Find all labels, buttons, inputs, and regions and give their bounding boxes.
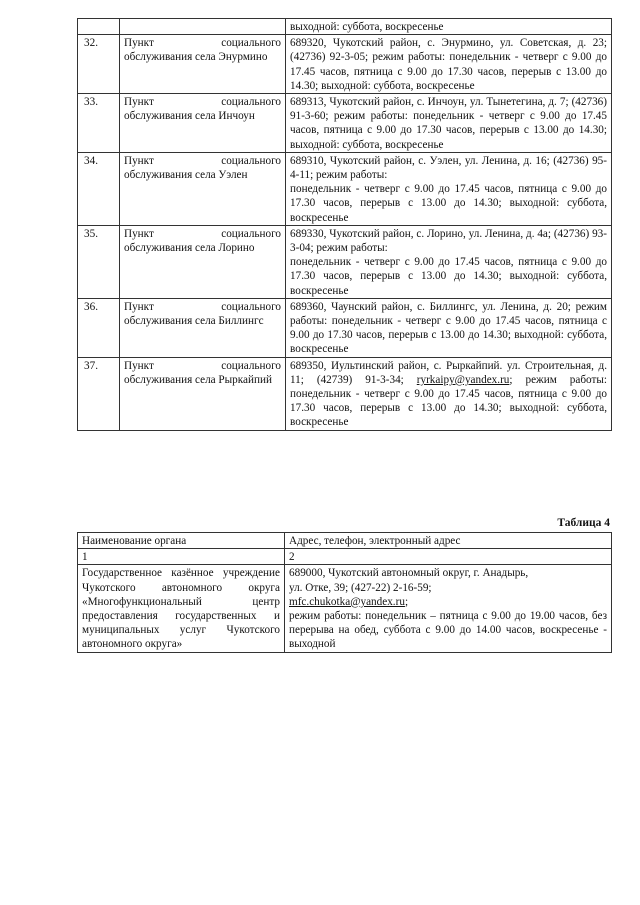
address-line-2: ул. Отке, 39; (427-22) 2-16-59;	[289, 581, 432, 594]
table-4-title: Таблица 4	[557, 517, 610, 529]
row-number: 33.	[78, 94, 120, 153]
table-row	[78, 35, 612, 94]
table-row	[78, 298, 612, 357]
email-link[interactable]: mfc.chukotka@yandex.ru	[289, 595, 405, 608]
column-numbers-row	[78, 549, 612, 565]
header-address: Адрес, телефон, электронный адрес	[285, 533, 612, 549]
institution-address: 689320, Чукотский район, с. Энурмино, ул. Советская, д. 23; (42736) 92-3-05; режим работы: понедельник - четверг с 9.00 до 17.45 часов, пятница с 9.00 до 17.30 часов, перерыв с 13.00 до 14.30; выходной: суббота, воскресенье	[286, 35, 612, 94]
table-row	[78, 565, 612, 652]
table-row	[78, 94, 612, 153]
institutions-table	[77, 18, 612, 431]
column-number-1: 1	[78, 549, 285, 565]
address-line-1: 689000, Чукотский автономный округ, г. Анадырь,	[289, 567, 529, 580]
institution-name: Пункт социального обслуживания села Лорино	[120, 225, 286, 298]
institution-address: 689360, Чаунский район, с. Биллингс, ул. Ленина, д. 20; режим работы: понедельник - четверг с 9.00 до 17.45 часов, пятница с 9.00 до 17.30 часов, перерыв с 13.00 до 14.30; выходной: суббота, воскресенье	[286, 298, 612, 357]
row-number: 32.	[78, 35, 120, 94]
row-number: 35.	[78, 225, 120, 298]
table-row	[78, 152, 612, 225]
organ-name: Государственное казённое учреждение Чукотского автономного округа «Многофункциональный центр предоставления государственных и муниципальных услуг Чукотского автономного округа»	[78, 565, 285, 652]
institution-address: 689350, Иультинский район, с. Рыркайпий. ул. Строительная, д. 11; (42739) 91-3-34; ryrkaipy@yandex.ru; режим работы: понедельник - четверг с 9.00 до 17.45 часов, пятница с 9.00 до 17.30 часов, перерыв с 13.00 до 14.30; выходной: суббота, воскресенье	[286, 357, 612, 430]
institution-address: 689313, Чукотский район, с. Инчоун, ул. Тынетегина, д. 7; (42736) 91-3-60; режим работы: понедельник - четверг с 9.00 до 17.45 часов, пятница с 9.00 до 17.30 часов, перерыв с 13.00 до 14.30; выходной: суббота, воскресенье	[286, 94, 612, 153]
organ-address: 689000, Чукотский автономный округ, г. Анадырь, ул. Отке, 39; (427-22) 2-16-59; mfc.chukotka@yandex.ru; режим работы: понедельник – пятница с 9.00 до 19.00 часов, без перерыва на обед, суббота с 9.00 до 14.00 часов, воскресенье - выходной	[285, 565, 612, 652]
header-row	[78, 533, 612, 549]
email-link[interactable]: ryrkaipy@yandex.ru	[416, 373, 510, 386]
address-cell: выходной: суббота, воскресенье	[286, 19, 612, 35]
institution-name: Пункт социального обслуживания села Энурмино	[120, 35, 286, 94]
column-number-2: 2	[285, 549, 612, 565]
institution-name: Пункт социального обслуживания села Инчоун	[120, 94, 286, 153]
institution-address: 689330, Чукотский район, с. Лорино, ул. Ленина, д. 4а; (42736) 93-3-04; режим работы: понедельник - четверг с 9.00 до 17.45 часов, пятница с 9.00 до 17.30 часов, перерыв с 13.00 до 14.30; выходной: суббота, воскресенье	[286, 225, 612, 298]
mfc-table	[77, 532, 612, 653]
row-number: 34.	[78, 152, 120, 225]
institution-name: Пункт социального обслуживания села Уэлен	[120, 152, 286, 225]
header-organ: Наименование органа	[78, 533, 285, 549]
institution-address: 689310, Чукотский район, с. Уэлен, ул. Ленина, д. 16; (42736) 95-4-11; режим работы: понедельник - четверг с 9.00 до 17.45 часов, пятница с 9.00 до 17.30 часов, перерыв с 13.00 до 14.30; выходной: суббота, воскресенье	[286, 152, 612, 225]
schedule-text: режим работы: понедельник – пятница с 9.00 до 19.00 часов, без перерыва на обед, суббота с 9.00 до 14.00 часов, воскресенье - выходной	[289, 610, 607, 651]
table-row	[78, 225, 612, 298]
table-row	[78, 19, 612, 35]
row-number: 37.	[78, 357, 120, 430]
table-row	[78, 357, 612, 430]
institution-name: Пункт социального обслуживания села Рыркайпий	[120, 357, 286, 430]
institution-name: Пункт социального обслуживания села Биллингс	[120, 298, 286, 357]
row-number: 36.	[78, 298, 120, 357]
